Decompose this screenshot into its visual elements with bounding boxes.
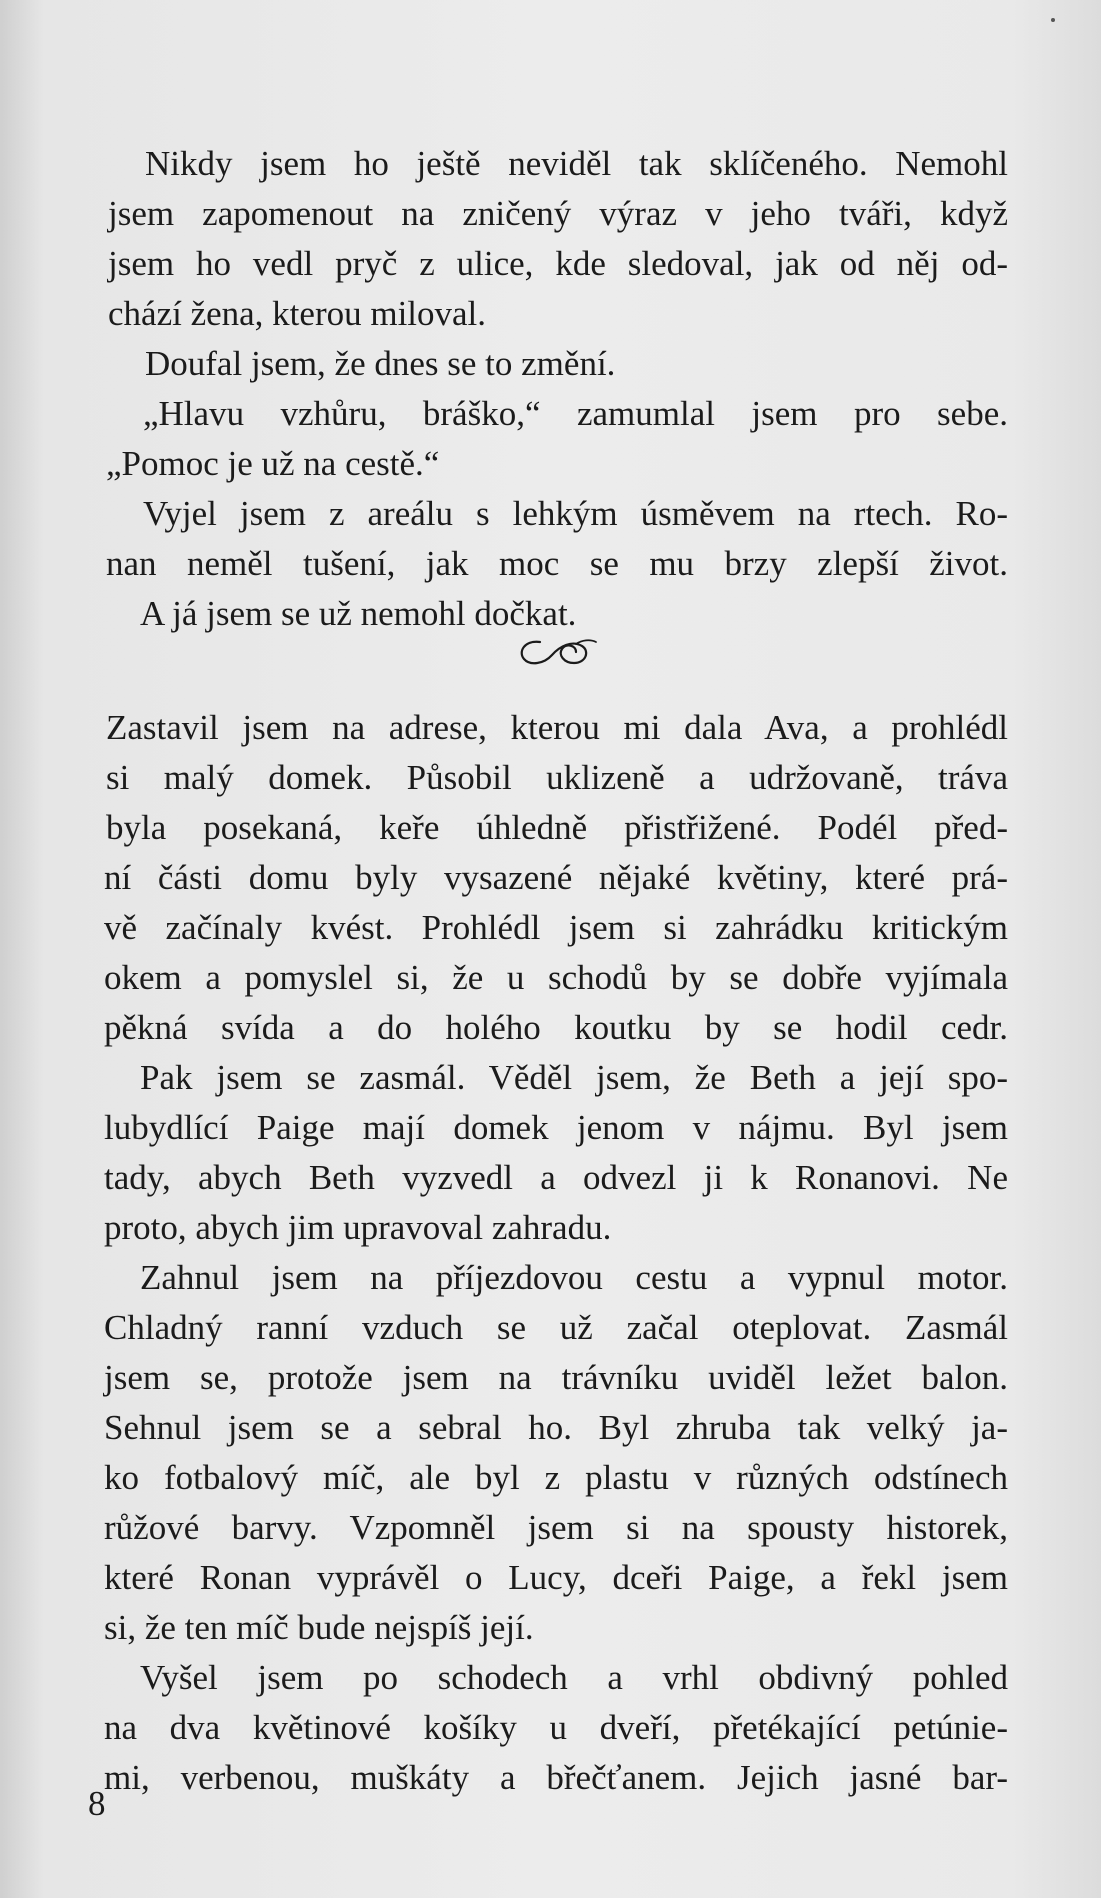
text-line: si, že ten míč bude nejspíš její. — [104, 1608, 534, 1647]
text-line: „Hlavu vzhůru, bráško,“ zamumlal jsem pro sebe. — [143, 394, 1008, 433]
text-line: růžové barvy. Vzpomněl jsem si na spousty historek, — [104, 1508, 1008, 1547]
text-line: byla posekaná, keře úhledně přistřižené. Podél před- — [106, 808, 1008, 847]
text-line: Chladný ranní vzduch se už začal oteplovat. Zasmál — [104, 1308, 1008, 1347]
text-line: ní části domu byly vysazené nějaké květiny, které prá- — [104, 858, 1008, 897]
text-line: Doufal jsem, že dnes se to změní. — [145, 344, 616, 383]
text-line: nan neměl tušení, jak moc se mu brzy zlepší život. — [106, 544, 1008, 583]
text-line: proto, abych jim upravoval zahradu. — [104, 1208, 612, 1247]
text-line: Zastavil jsem na adrese, kterou mi dala Ava, a prohlédl — [106, 708, 1008, 747]
scroll-flourish-icon — [510, 628, 600, 672]
text-line: které Ronan vyprávěl o Lucy, dceři Paige, a řekl jsem — [104, 1558, 1008, 1597]
text-line: Vyjel jsem z areálu s lehkým úsměvem na rtech. Ro- — [143, 494, 1008, 533]
text-line: si malý domek. Působil uklizeně a udržovaně, tráva — [106, 758, 1008, 797]
speck-mark — [1051, 18, 1055, 22]
text-line: tady, abych Beth vyzvedl a odvezl ji k Ronanovi. Ne — [104, 1158, 1008, 1197]
text-line: Nikdy jsem ho ještě neviděl tak sklíčeného. Nemohl — [145, 144, 1008, 183]
text-line: Zahnul jsem na příjezdovou cestu a vypnul motor. — [140, 1258, 1008, 1297]
text-line: vě začínaly kvést. Prohlédl jsem si zahrádku kritickým — [104, 908, 1008, 947]
text-line: A já jsem se už nemohl dočkat. — [140, 594, 577, 633]
page-number: 8 — [88, 1784, 106, 1823]
text-line: Pak jsem se zasmál. Věděl jsem, že Beth a její spo- — [140, 1058, 1008, 1097]
text-line: Vyšel jsem po schodech a vrhl obdivný pohled — [140, 1658, 1008, 1697]
text-line: na dva květinové košíky u dveří, přetékající petúnie- — [104, 1708, 1008, 1747]
text-line: jsem zapomenout na zničený výraz v jeho tváři, když — [108, 194, 1008, 233]
text-line: jsem se, protože jsem na trávníku uviděl ležet balon. — [104, 1358, 1008, 1397]
text-line: Sehnul jsem se a sebral ho. Byl zhruba tak velký ja- — [104, 1408, 1008, 1447]
text-line: chází žena, kterou miloval. — [108, 294, 487, 333]
text-line: jsem ho vedl pryč z ulice, kde sledoval, jak od něj od- — [108, 244, 1008, 283]
text-line: ko fotbalový míč, ale byl z plastu v různých odstínech — [104, 1458, 1008, 1497]
text-line: pěkná svída a do holého koutku by se hodil cedr. — [104, 1008, 1008, 1047]
text-line: mi, verbenou, muškáty a břečťanem. Jejich jasné bar- — [104, 1758, 1008, 1797]
text-line: „Pomoc je už na cestě.“ — [106, 444, 440, 483]
text-line: lubydlící Paige mají domek jenom v nájmu. Byl jsem — [104, 1108, 1008, 1147]
text-line: okem a pomyslel si, že u schodů by se dobře vyjímala — [104, 958, 1008, 997]
